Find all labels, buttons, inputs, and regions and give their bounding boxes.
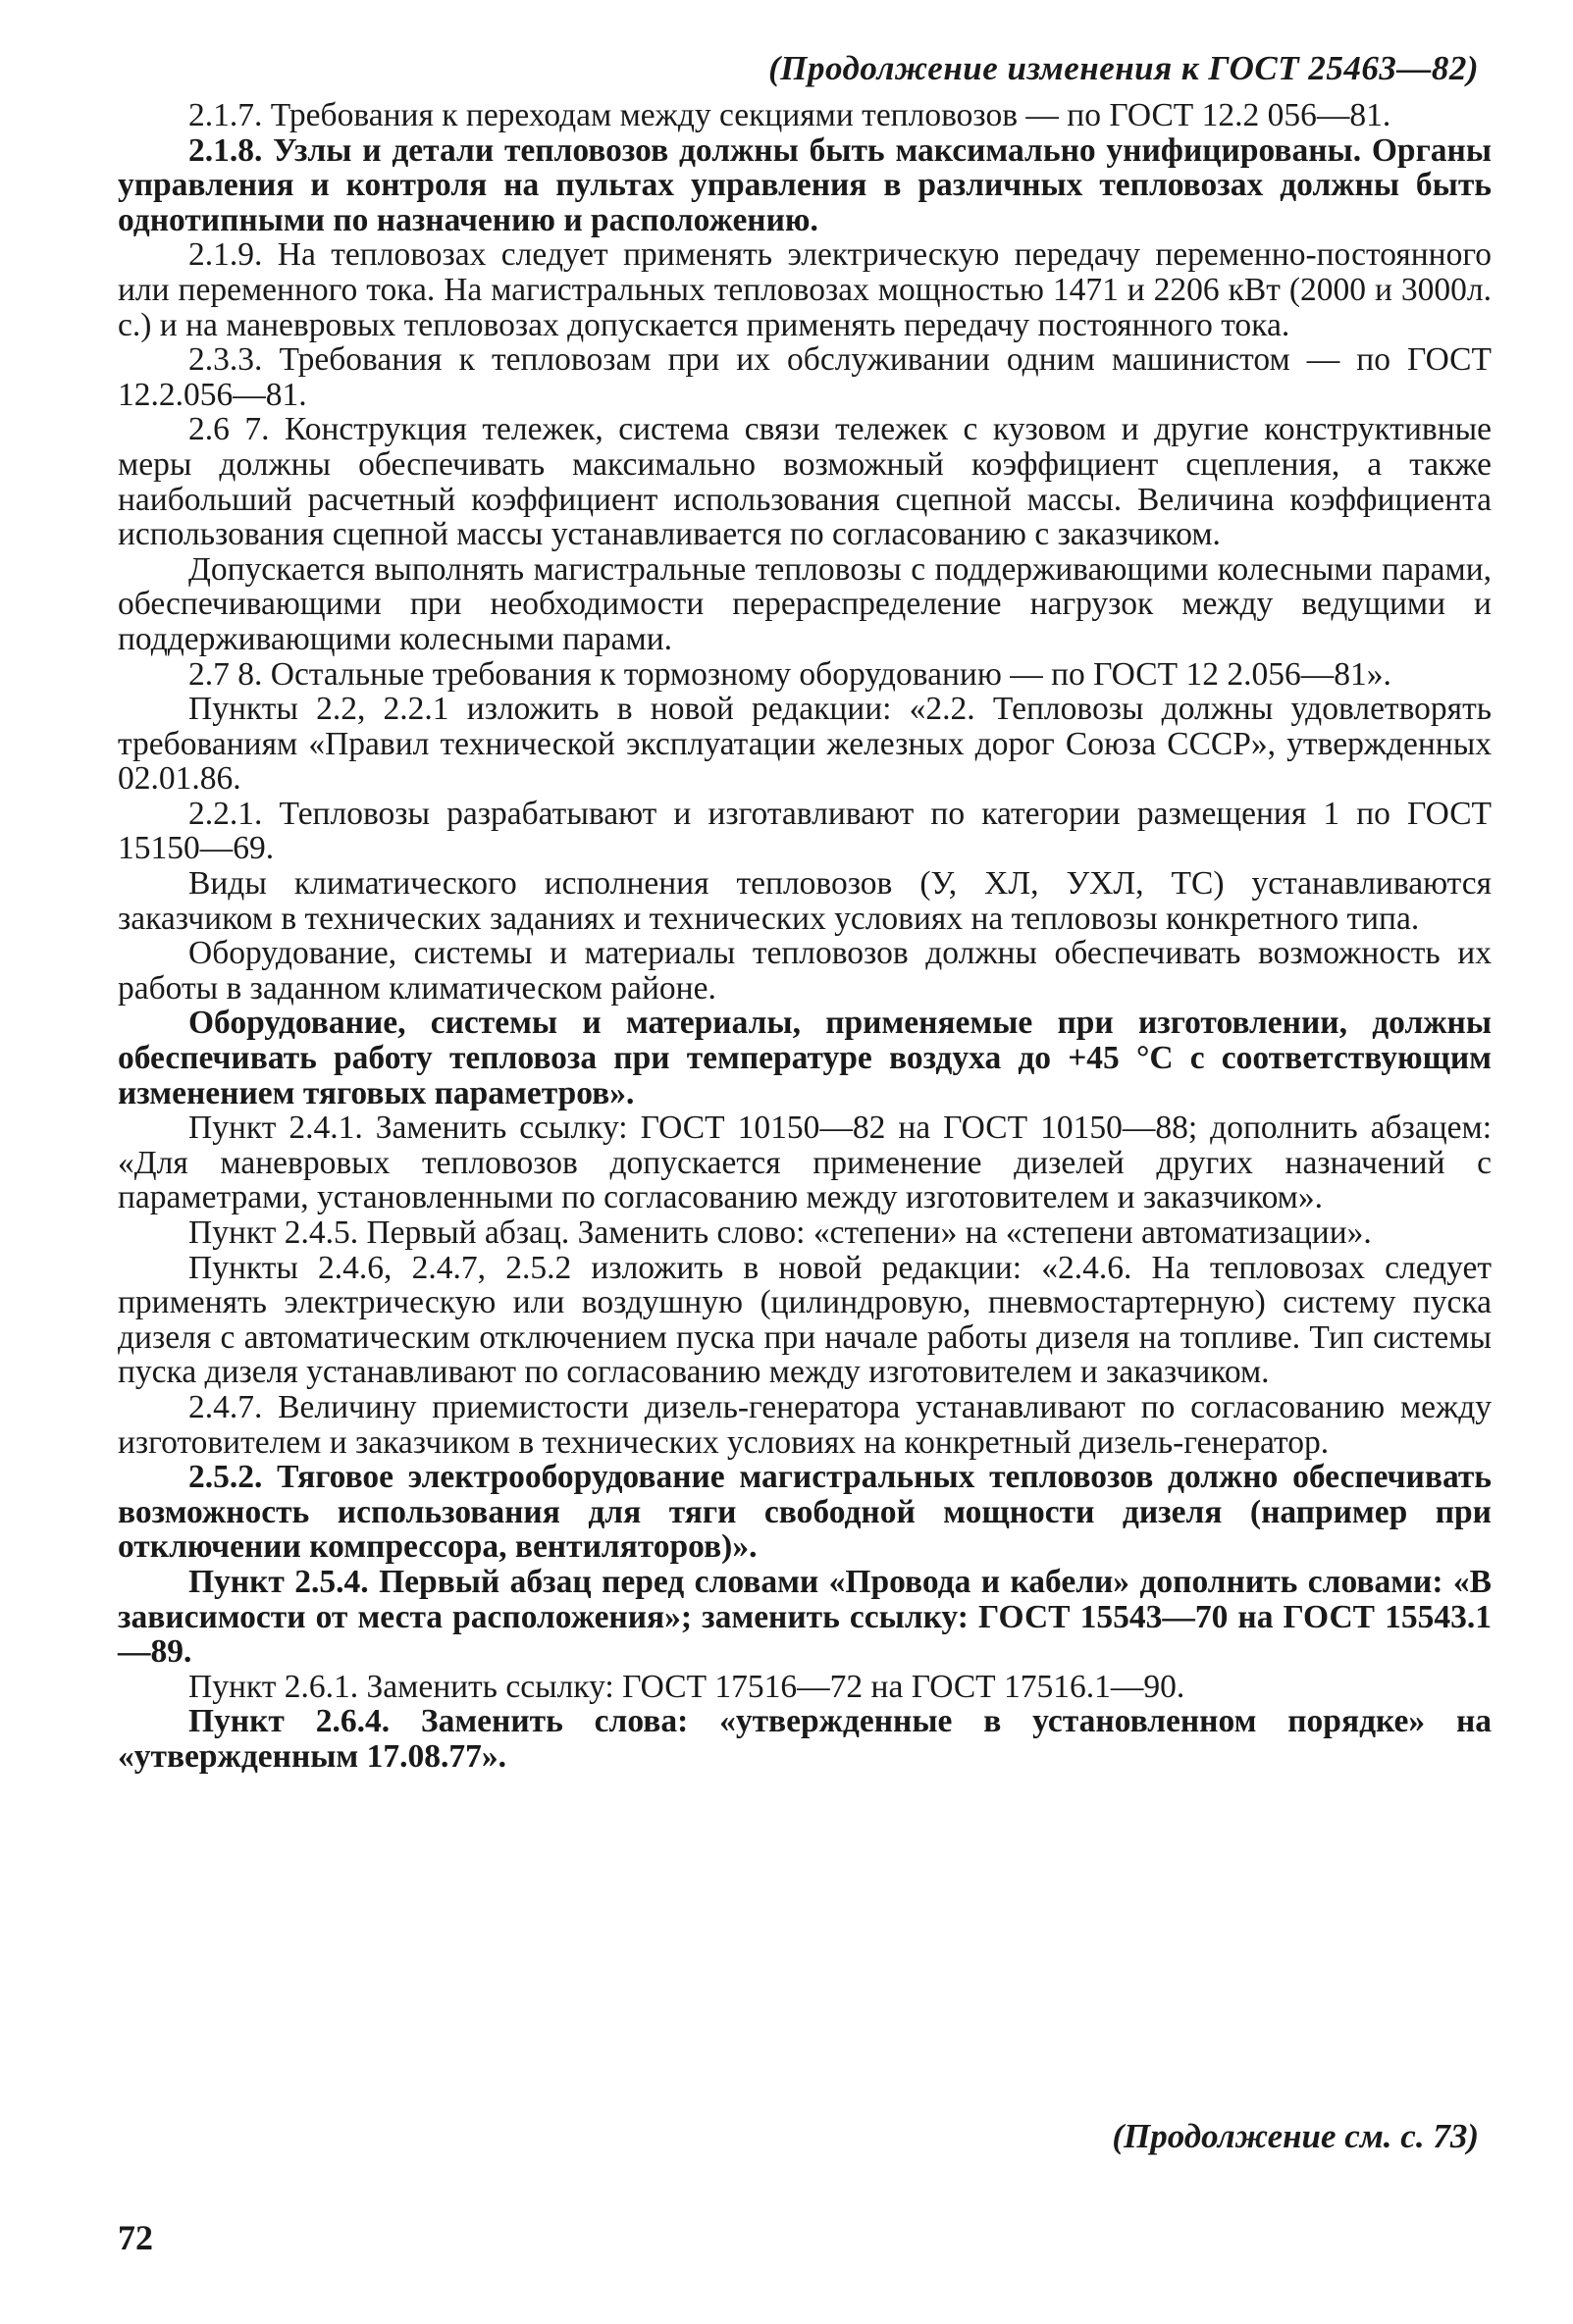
paragraph: Пункт 2.4.1. Заменить ссылку: ГОСТ 10150—82 на ГОСТ 10150—88; дополнить абзацем: «Для маневровых тепловозов допускается применение дизелей других назначений с параметрами, установленными по согласованию между изготовителем и заказчиком». bbox=[118, 1110, 1492, 1216]
paragraph: 2.1.9. На тепловозах следует применять электрическую передачу переменно-постоянного или переменного тока. На магистральных тепловозах мощностью 1471 и 2206 кВт (2000 и 3000л. с.) и на маневровых тепловозах допускается применять передачу постоянного тока. bbox=[118, 236, 1492, 343]
paragraph: Пункты 2.2, 2.2.1 изложить в новой редакции: «2.2. Тепловозы должны удовлетворять требованиям «Правил технической эксплуатации железных дорог Союза ССCP», утвержденных 02.01.86. bbox=[118, 691, 1492, 798]
paragraph: 2.1.7. Требования к переходам между секциями тепловозов — по ГОСТ 12.2 056—81. bbox=[188, 97, 1391, 133]
paragraph: 2.6 7. Конструкция тележек, система связи тележек с кузовом и другие конструктивные меры должны обеспечивать максимально возможный коэффициент сцепления, а также наибольший расчетный коэффициент использования сцепной массы. Величина коэффициента использования сцепной массы устанавливается по согласованию с заказчиком. bbox=[118, 411, 1492, 553]
paragraph: 2.2.1. Тепловозы разрабатывают и изготавливают по категории размещения 1 по ГОСТ 15150—69. bbox=[118, 795, 1492, 867]
paragraph: Виды климатического исполнения тепловозов (У, ХЛ, УХЛ, ТС) устанавливаются заказчиком в технических заданиях и технических условиях на тепловозы конкретного типа. bbox=[118, 865, 1492, 937]
paragraph: Пункт 2.5.4. Первый абзац перед словами «Провода и кабели» дополнить словами: «В зависимости от места расположения»; заменить ссылку: ГОСТ 15543—70 на ГОСТ 15543.1—89. bbox=[118, 1563, 1492, 1671]
continuation-note: (Продолжение см. с. 73) bbox=[1112, 2117, 1479, 2155]
paragraph: Оборудование, системы и материалы, применяемые при изготовлении, должны обеспечивать работу тепловоза при температуре воздуха до +45 °С с соответствующим изменением тяговых параметров». bbox=[118, 1005, 1492, 1111]
paragraph: 2.3.3. Требования к тепловозам при их обслуживании одним машинистом — по ГОСТ 12.2.056—81. bbox=[118, 341, 1492, 413]
paragraph: Пункты 2.4.6, 2.4.7, 2.5.2 изложить в новой редакции: «2.4.6. На тепловозах следует применять электрическую или воздушную (цилиндровую, пневмостартерную) систему пуска дизеля с автоматическим отключением пуска при начале работы дизеля на топливе. Тип системы пуска дизеля устанавливают по согласованию между изготовителем и заказчиком. bbox=[118, 1249, 1492, 1391]
running-header: (Продолжение изменения к ГОСТ 25463—82) bbox=[768, 49, 1479, 87]
paragraph: Допускается выполнять магистральные тепловозы с поддерживающими колесными парами, обеспечивающими при необходимости перераспределение нагрузок между ведущими и поддерживающими колесными парами. bbox=[118, 550, 1492, 657]
paragraph: Пункт 2.6.4. Заменить слова: «утвержденные в установленном порядке» на «утвержденным 17.08.77». bbox=[118, 1703, 1492, 1775]
document-body bbox=[118, 98, 1492, 1775]
paragraph: Пункт 2.4.5. Первый абзац. Заменить слово: «степени» на «степени автоматизации». bbox=[188, 1214, 1372, 1251]
paragraph: 2.4.7. Величину приемистости дизель-генератора устанавливают по согласованию между изготовителем и заказчиком в технических условиях на конкретный дизель-генератор. bbox=[118, 1388, 1492, 1461]
paragraph: 2.5.2. Тяговое электрооборудование магистральных тепловозов должно обеспечивать возможность использования для тяги свободной мощности дизеля (например при отключении компрессора, вентиляторов)». bbox=[118, 1459, 1492, 1566]
paragraph: 2.1.8. Узлы и детали тепловозов должны быть максимально унифицированы. Органы управления и контроля на пультах управления в различных тепловозах должны быть однотипными по назначению и расположению. bbox=[118, 131, 1492, 238]
page-number: 72 bbox=[118, 2218, 153, 2257]
paragraph: 2.7 8. Остальные требования к тормозному оборудованию — по ГОСТ 12 2.056—81». bbox=[188, 655, 1391, 693]
paragraph: Пункт 2.6.1. Заменить ссылку: ГОСТ 17516—72 на ГОСТ 17516.1—90. bbox=[188, 1668, 1185, 1705]
paragraph: Оборудование, системы и материалы тепловозов должны обеспечивать возможность их работы в заданном климатическом районе. bbox=[118, 935, 1492, 1007]
